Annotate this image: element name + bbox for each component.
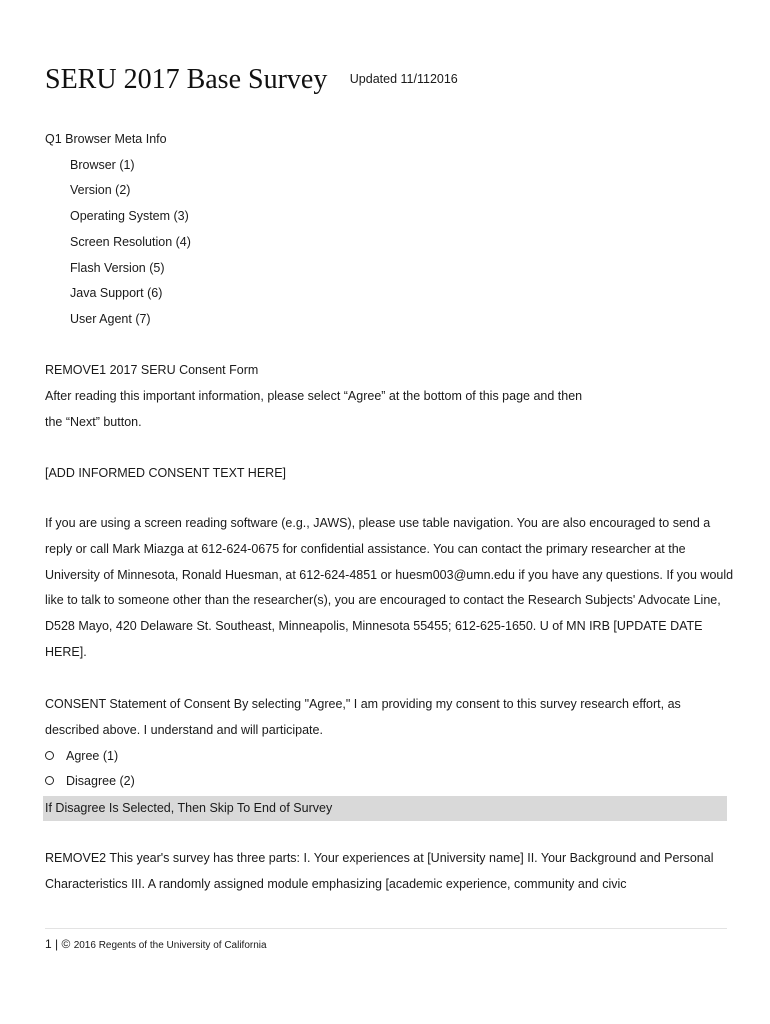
q1-item-operating-system: Operating System (3) xyxy=(70,209,189,223)
radio-option-agree[interactable] xyxy=(45,749,118,763)
skip-logic-bar: If Disagree Is Selected, Then Skip To End of Survey xyxy=(43,796,727,821)
updated-date: Updated 11/112016 xyxy=(349,72,458,86)
title-row xyxy=(45,64,458,96)
consent-text-placeholder: [ADD INFORMED CONSENT TEXT HERE] xyxy=(45,466,287,480)
radio-circle-icon[interactable] xyxy=(45,776,54,785)
q1-item-flash-version: Flash Version (5) xyxy=(70,261,165,275)
radio-label-agree: Agree (1) xyxy=(66,749,119,763)
page-title: SERU 2017 Base Survey xyxy=(45,64,328,95)
footer-divider xyxy=(45,928,727,929)
q1-item-java-support: Java Support (6) xyxy=(70,286,163,300)
q1-item-version: Version (2) xyxy=(70,183,131,197)
remove1-instruction-line1: After reading this important information, please select “Agree” at the bottom of this page and then xyxy=(45,389,583,403)
page-number: 1 xyxy=(45,937,52,951)
q1-item-user-agent: User Agent (7) xyxy=(70,312,151,326)
remove1-instruction-line2: the “Next” button. xyxy=(45,415,142,429)
consent-statement: CONSENT Statement of Consent By selecting "Agree," I am providing my consent to this survey research effort, as described above. I understand and will participate. xyxy=(45,697,681,737)
q1-item-browser: Browser (1) xyxy=(70,158,135,172)
screen-reader-paragraph: If you are using a screen reading software (e.g., JAWS), please use table navigation. You are also encouraged to send a reply or call Mark Miazga at 612-624-0675 for confidential assistance. You can contact the primary researcher at the University of Minnesota, Ronald Huesman, at 612-624-4851 or huesm003@umn.edu if you have any questions. If you would like to talk to someone other than the researcher(s), you are encouraged to contact the Research Subjects' Advocate Line, D528 Mayo, 420 Delaware St. Southeast, Minneapolis, Minnesota 55455; 612-625-1650. U of MN IRB [UPDATE DATE HERE]. xyxy=(45,516,734,659)
remove1-heading: REMOVE1 2017 SERU Consent Form xyxy=(45,363,259,377)
radio-label-disagree: Disagree (2) xyxy=(66,774,135,788)
copyright-icon: © xyxy=(61,937,71,951)
page-footer xyxy=(45,937,267,951)
radio-circle-icon[interactable] xyxy=(45,751,54,760)
copyright-text: 2016 Regents of the University of California xyxy=(73,940,267,951)
q1-item-screen-resolution: Screen Resolution (4) xyxy=(70,235,191,249)
q1-heading: Q1 Browser Meta Info xyxy=(45,132,167,146)
footer-separator: | xyxy=(55,937,59,951)
remove2-paragraph: REMOVE2 This year's survey has three parts: I. Your experiences at [University name] II. Your Background and Personal Characteristics III. A randomly assigned module emphasizing [academic experience, community and civic xyxy=(45,851,714,891)
radio-option-disagree[interactable] xyxy=(45,774,135,788)
